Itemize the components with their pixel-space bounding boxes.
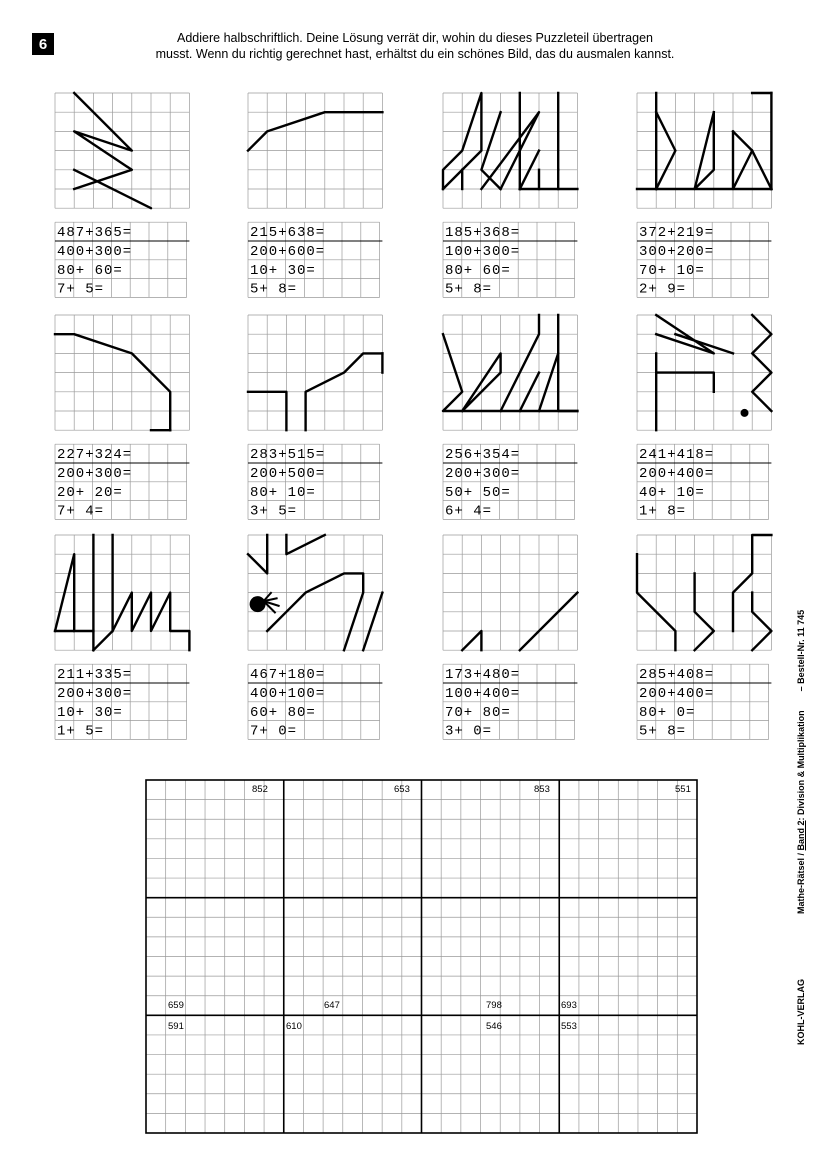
calc-row-text: 467+180=: [250, 667, 326, 684]
calc-row-text: 80+ 60=: [445, 262, 511, 279]
puzzle-picture-grid: [443, 535, 577, 650]
calc-row-text: 60+ 80=: [250, 704, 316, 721]
art-stroke: [558, 353, 577, 411]
calc-row-text: 1+ 8=: [639, 503, 687, 520]
calc-row-text: 200+600=: [250, 244, 326, 260]
eye-dot: [741, 409, 749, 417]
calc-row-text: 70+ 80=: [445, 704, 511, 721]
puzzle-line-art: [637, 93, 771, 189]
calc-row-text: 80+ 0=: [639, 704, 696, 721]
calc-row-text: 7+ 4=: [57, 503, 105, 520]
series-suffix: : Division & Multiplikation: [796, 710, 806, 821]
calc-row-text: 227+324=: [57, 447, 133, 464]
series-prefix: Mathe-Rätsel /: [796, 850, 806, 914]
calc-row-text: 285+408=: [639, 667, 715, 684]
calc-row-text: 100+400=: [445, 686, 521, 702]
publisher-name: KOHL-VERLAG: [796, 979, 806, 1045]
calc-row-text: 200+300=: [445, 466, 521, 482]
calc-row-text: 173+480=: [445, 667, 521, 684]
art-stroke: [656, 373, 714, 392]
target-label: 553: [561, 1021, 577, 1032]
calc-row-text: 241+418=: [639, 447, 715, 464]
calc-row-text: 372+219=: [639, 225, 715, 242]
target-label: 659: [168, 1000, 184, 1011]
calc-row-text: 10+ 30=: [250, 262, 316, 279]
art-stroke: [363, 593, 382, 651]
calc-row-text: 400+100=: [250, 686, 326, 702]
target-grid: [146, 780, 697, 1133]
art-stroke: [520, 593, 578, 651]
puzzle-tile: [637, 535, 771, 740]
puzzle-tile: [637, 93, 771, 298]
calc-row-text: 5+ 8=: [639, 723, 687, 740]
page-number-badge: 6: [32, 33, 54, 55]
puzzle-tile: [55, 93, 189, 298]
sun-dot: [250, 596, 266, 612]
calc-row-text: 80+ 10=: [250, 484, 316, 501]
sun-rays: [264, 592, 280, 613]
calc-row-text: 80+ 60=: [57, 262, 123, 279]
puzzle-line-art: [443, 93, 577, 189]
calc-row-text: 215+638=: [250, 225, 326, 242]
calc-row-text: 283+515=: [250, 447, 326, 464]
puzzle-tile: [443, 315, 577, 520]
art-stroke: [462, 631, 481, 650]
calc-row-text: 256+354=: [445, 447, 521, 464]
target-label: 798: [486, 1000, 502, 1011]
art-stroke: [752, 593, 771, 651]
calc-row-text: 7+ 0=: [250, 723, 298, 740]
series-band: Band 2: [796, 820, 806, 851]
puzzle-picture-grid: [55, 93, 189, 208]
target-label: 551: [675, 784, 691, 795]
target-label: 852: [252, 784, 268, 795]
target-label: 653: [394, 784, 410, 795]
calc-row-text: 400+300=: [57, 244, 133, 260]
target-label: 591: [168, 1021, 184, 1032]
calc-row-text: 487+365=: [57, 225, 133, 242]
target-label: 693: [561, 1000, 577, 1011]
instruction-line-1: Addiere halbschriftlich. Deine Lösung verrät dir, wohin du dieses Puzzleteil übertragen: [177, 31, 653, 45]
puzzle-tile: [443, 535, 577, 740]
art-stroke: [752, 315, 771, 411]
puzzle-tile: [443, 93, 577, 298]
calc-row-text: 1+ 5=: [57, 723, 105, 740]
order-number: – Bestell-Nr. 11 745: [796, 609, 806, 692]
puzzle-tile: [55, 535, 189, 740]
calc-row-text: 3+ 5=: [250, 503, 298, 520]
calc-row-text: 185+368=: [445, 225, 521, 242]
puzzle-tile: [55, 315, 189, 520]
art-stroke: [539, 315, 558, 411]
calc-row-text: 7+ 5=: [57, 281, 105, 298]
puzzle-tile: [637, 315, 771, 520]
target-label: 853: [534, 784, 550, 795]
puzzle-tile: [248, 315, 382, 520]
calc-row-text: 3+ 0=: [445, 723, 493, 740]
calc-row-text: 2+ 9=: [639, 281, 687, 298]
puzzle-picture-grid: [248, 315, 382, 430]
art-stroke: [733, 131, 752, 189]
puzzle-line-art: [443, 315, 577, 411]
calc-row-text: 200+400=: [639, 686, 715, 702]
calc-row-text: 10+ 30=: [57, 704, 123, 721]
puzzle-picture-grid: [248, 93, 382, 208]
calc-row-text: 300+200=: [639, 244, 715, 260]
calc-row-text: 200+300=: [57, 686, 133, 702]
target-label: 647: [324, 1000, 340, 1011]
calc-row-text: 100+300=: [445, 244, 521, 260]
puzzle-tile: [248, 535, 382, 740]
puzzle-tile: [248, 93, 382, 298]
instruction-line-2: musst. Wenn du richtig gerechnet hast, erhältst du ein schönes Bild, das du ausmalen kannst.: [155, 47, 675, 61]
calc-row-text: 5+ 8=: [250, 281, 298, 298]
side-imprint: [796, 610, 806, 1045]
calc-row-text: 70+ 10=: [639, 262, 705, 279]
calc-row-text: 20+ 20=: [57, 484, 123, 501]
calc-row-text: 200+300=: [57, 466, 133, 482]
calc-row-text: 50+ 50=: [445, 484, 511, 501]
calc-row-text: 40+ 10=: [639, 484, 705, 501]
calc-row-text: 6+ 4=: [445, 503, 493, 520]
target-label: 546: [486, 1021, 502, 1032]
calc-row-text: 211+335=: [57, 667, 133, 684]
calc-row-text: 200+400=: [639, 466, 715, 482]
calc-row-text: 200+500=: [250, 466, 326, 482]
calc-row-text: 5+ 8=: [445, 281, 493, 298]
target-label: 610: [286, 1021, 302, 1032]
